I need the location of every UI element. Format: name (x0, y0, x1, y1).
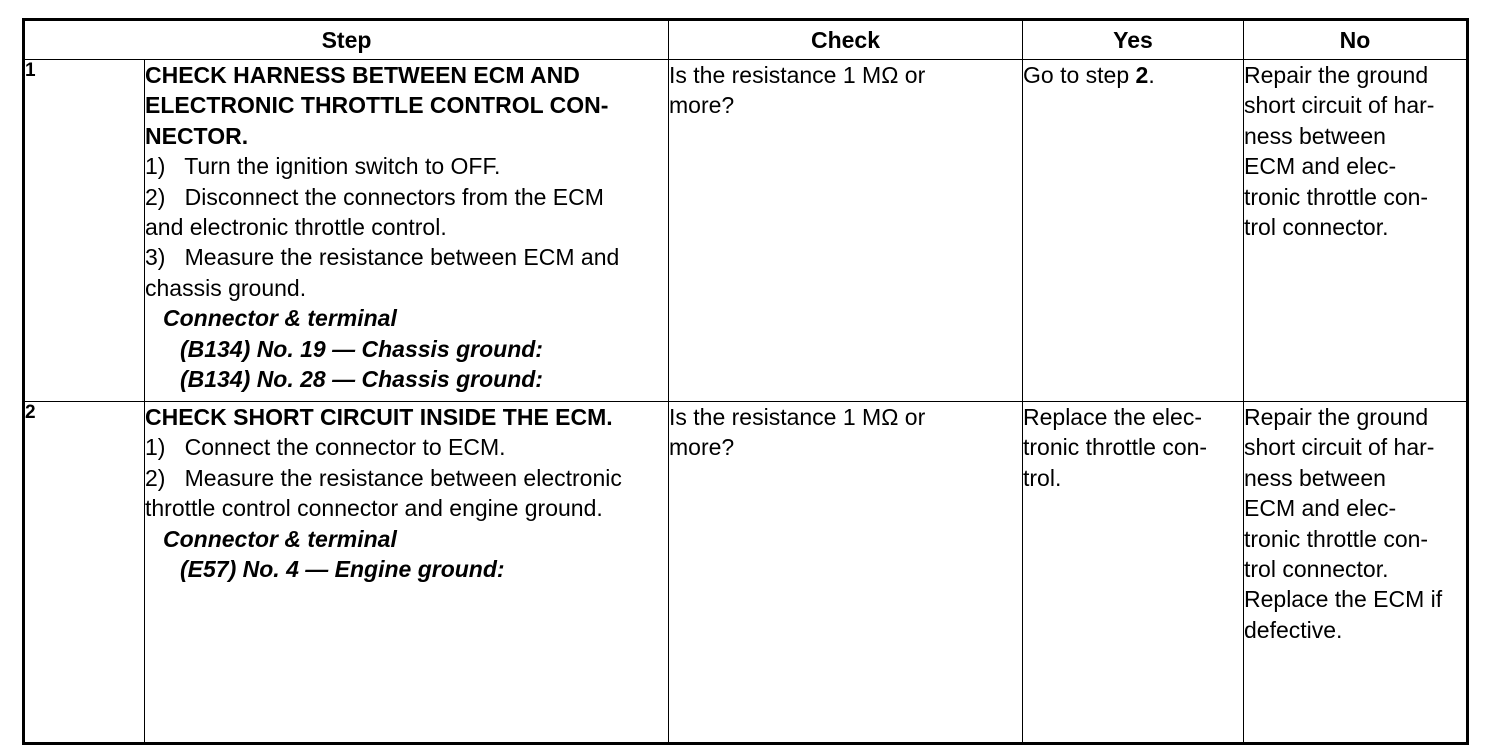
header-row (24, 20, 1468, 60)
substep-line: and electronic throttle control. (145, 214, 447, 241)
step-title (145, 60, 668, 151)
check-line: Is the resistance 1 MΩ or (669, 404, 926, 430)
no-line: tronic throttle con- (1244, 525, 1429, 552)
substep-line: 1) Turn the ignition switch to OFF. (145, 153, 501, 180)
no-line: short circuit of har- (1244, 434, 1435, 461)
no-line: ness between (1244, 122, 1386, 149)
step-title-line: CHECK HARNESS BETWEEN ECM AND (145, 62, 580, 88)
no-line: ness between (1244, 464, 1386, 491)
step-description (145, 60, 669, 402)
check-line: more? (669, 92, 735, 119)
no-line: ECM and elec- (1244, 495, 1397, 522)
connector-item: (E57) No. 4 — Engine ground: (180, 556, 505, 583)
yes-line: trol. (1023, 464, 1062, 491)
diagnostic-table (22, 18, 1469, 745)
step-number: 1 (24, 60, 145, 402)
connector-item: (B134) No. 19 — Chassis ground: (180, 335, 543, 362)
yes-line: Replace the elec- (1023, 404, 1202, 430)
no-line: ECM and elec- (1244, 153, 1397, 180)
yes-cell (1023, 402, 1244, 744)
check-line: more? (669, 434, 735, 461)
no-cell (1244, 402, 1468, 744)
substep-line: 2) Measure the resistance between electronic (145, 464, 622, 491)
yes-line: tronic throttle con- (1023, 434, 1208, 461)
step-description (145, 402, 669, 744)
header-step: Step (24, 20, 669, 60)
header-no: No (1244, 20, 1468, 60)
header-yes: Yes (1023, 20, 1244, 60)
step-title-line: CHECK SHORT CIRCUIT INSIDE THE ECM. (145, 404, 613, 430)
yes-text: Go to step 2. (1023, 62, 1155, 88)
connector-heading: Connector & terminal (163, 525, 397, 552)
step-title-line: NECTOR. (145, 122, 249, 149)
step-number: 2 (24, 402, 145, 744)
substep-line: 3) Measure the resistance between ECM and (145, 244, 620, 271)
table-row (24, 60, 1468, 402)
no-line: trol connector. (1244, 556, 1389, 583)
step-title-line: ELECTRONIC THROTTLE CONTROL CON- (145, 92, 609, 119)
no-line: Repair the ground (1244, 62, 1429, 88)
yes-line (1023, 60, 1243, 90)
check-cell (669, 60, 1023, 402)
substep-line: chassis ground. (145, 274, 307, 301)
no-line: short circuit of har- (1244, 92, 1435, 119)
no-line: trol connector. (1244, 214, 1389, 241)
no-line: tronic throttle con- (1244, 183, 1429, 210)
connector-item: (B134) No. 28 — Chassis ground: (180, 366, 543, 393)
table-row (24, 402, 1468, 744)
substep-line: throttle control connector and engine ground. (145, 495, 603, 522)
check-line: Is the resistance 1 MΩ or (669, 62, 926, 88)
no-line: defective. (1244, 616, 1343, 643)
substep-line: 1) Connect the connector to ECM. (145, 434, 506, 461)
step-title (145, 402, 668, 432)
header-check: Check (669, 20, 1023, 60)
substeps (145, 432, 668, 523)
substeps (145, 151, 668, 303)
yes-cell (1023, 60, 1244, 402)
step-reference[interactable]: 2 (1135, 62, 1149, 88)
no-line: Repair the ground (1244, 404, 1429, 430)
substep-line: 2) Disconnect the connectors from the ECM (145, 183, 604, 210)
check-cell (669, 402, 1023, 744)
connector-heading: Connector & terminal (163, 305, 397, 332)
no-line: Replace the ECM if (1244, 586, 1443, 613)
no-cell (1244, 60, 1468, 402)
